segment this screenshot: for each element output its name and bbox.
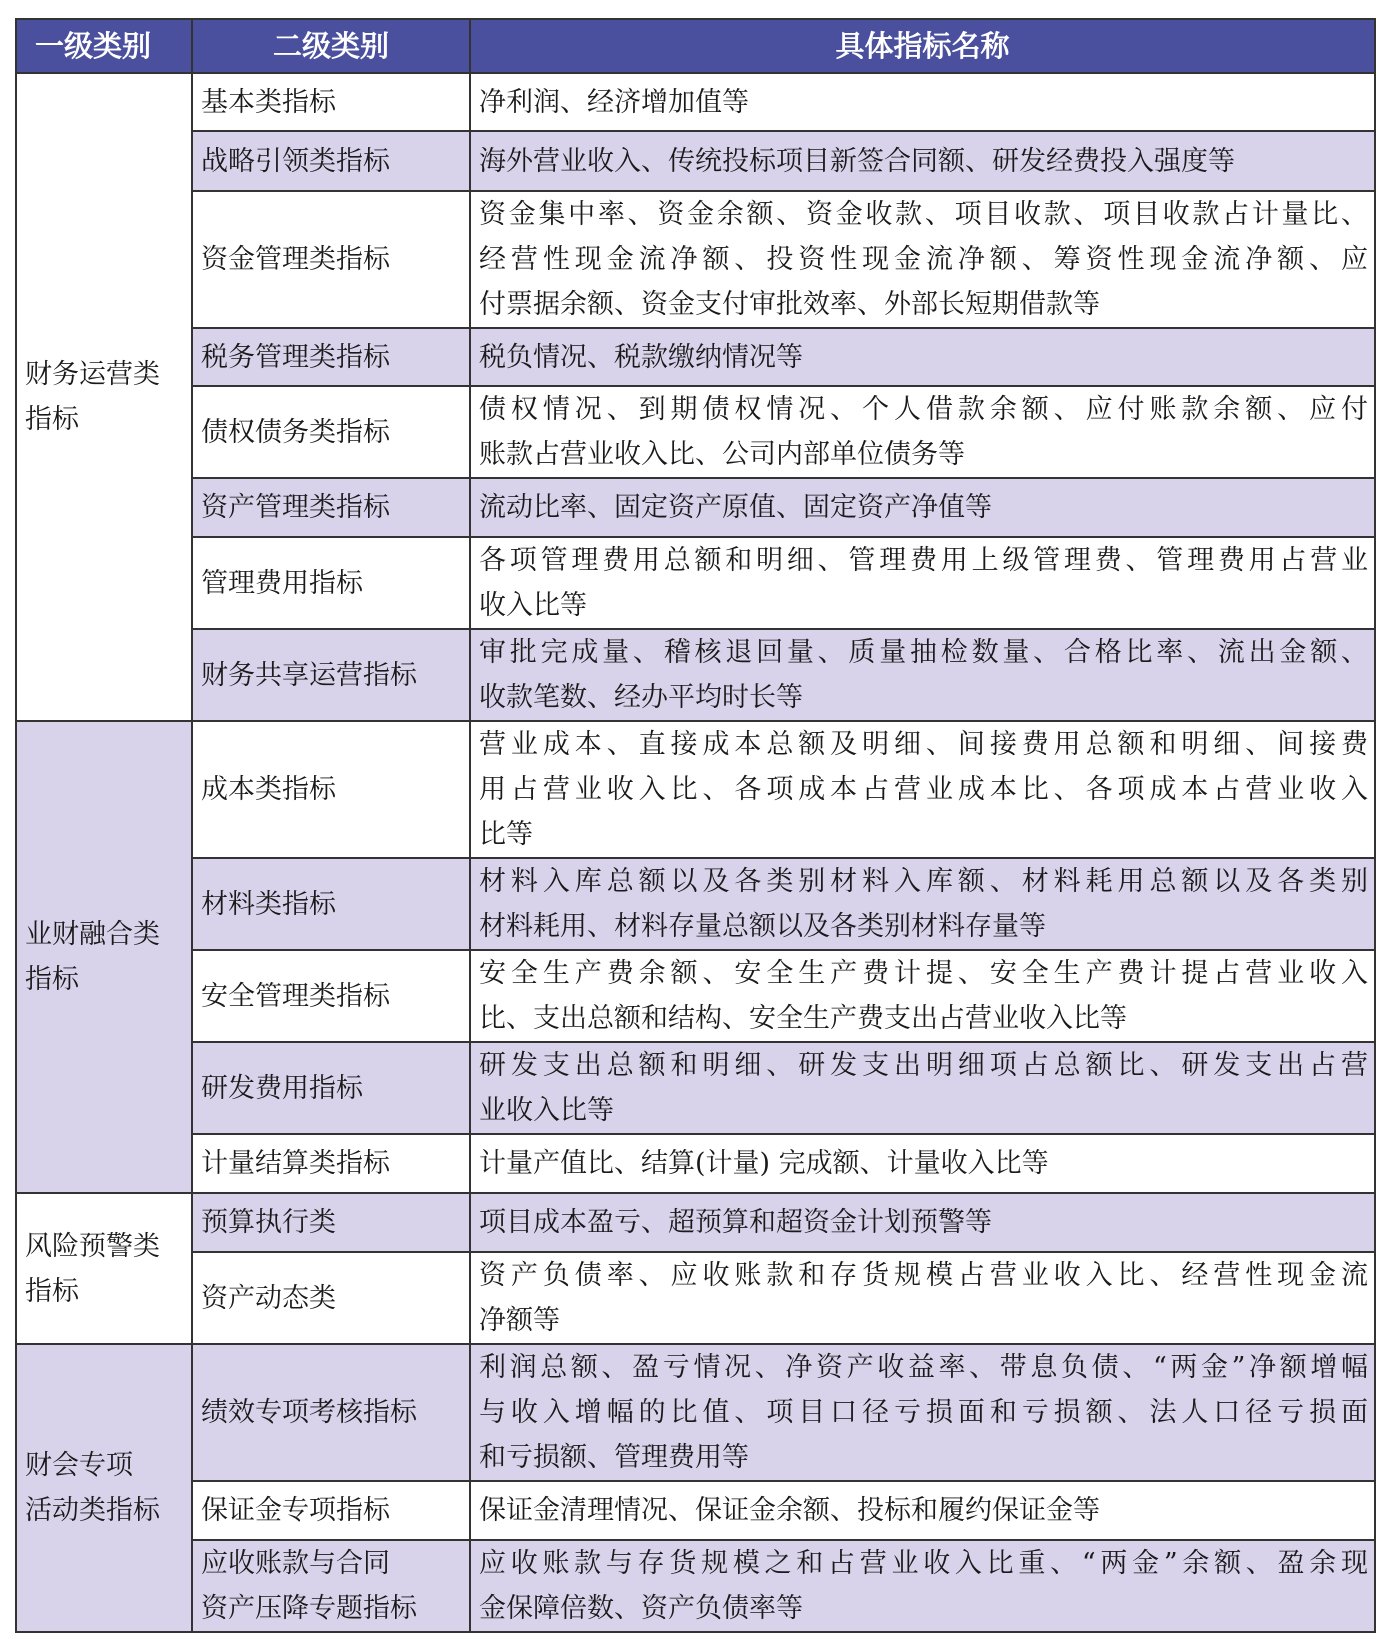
indicator-names xyxy=(470,131,1375,191)
table-row xyxy=(16,629,1375,721)
table-row xyxy=(16,191,1375,328)
level2-category-line: 管理费用指标 xyxy=(201,567,363,599)
indicator-names-line: 计量产值比、结算(计量) 完成额、计量收入比等 xyxy=(479,1148,1049,1179)
indicator-names xyxy=(470,328,1375,386)
level2-category-line: 成本类指标 xyxy=(201,774,336,805)
level1-category-line: 财会专项 xyxy=(25,1450,133,1481)
level2-category xyxy=(192,73,470,131)
level2-category xyxy=(192,1344,470,1481)
level2-category xyxy=(192,858,470,950)
indicator-names xyxy=(470,478,1375,537)
indicator-names-line: 收入比等 xyxy=(479,590,587,621)
level2-category-line: 安全管理类指标 xyxy=(201,980,390,1012)
indicator-names-line: 审批完成量、稽核退回量、质量抽检数量、合格比率、流出金额、 xyxy=(479,637,1368,668)
level2-category xyxy=(192,328,470,386)
level1-category xyxy=(16,1193,192,1344)
table-row xyxy=(16,537,1375,629)
level2-category-line: 财务共享运营指标 xyxy=(201,659,417,691)
indicator-names-line: 应收账款与存货规模之和占营业收入比重、“两金”余额、盈余现 xyxy=(479,1548,1368,1579)
indicator-names-line: 账款占营业收入比、公司内部单位债务等 xyxy=(479,439,965,470)
indicator-names xyxy=(470,191,1375,328)
header-level1: 一级类别 xyxy=(16,19,192,73)
level1-category xyxy=(16,1344,192,1632)
indicator-names-line: 经营性现金流净额、投资性现金流净额、筹资性现金流净额、应 xyxy=(479,244,1368,275)
indicator-names-line: 材料入库总额以及各类别材料入库额、材料耗用总额以及各类别 xyxy=(479,866,1368,897)
level2-category xyxy=(192,1540,470,1632)
indicator-names xyxy=(470,386,1375,478)
indicator-names-line: 与收入增幅的比值、项目口径亏损面和亏损额、法人口径亏损面 xyxy=(479,1397,1368,1428)
level2-category-line: 资金管理类指标 xyxy=(201,244,390,275)
indicator-names xyxy=(470,537,1375,629)
level2-category xyxy=(192,1252,470,1344)
indicator-names-line: 付票据余额、资金支付审批效率、外部长短期借款等 xyxy=(479,289,1100,320)
indicator-names-line: 比等 xyxy=(479,819,533,850)
indicator-names xyxy=(470,721,1375,858)
level2-category-line: 资产动态类 xyxy=(201,1282,336,1314)
level1-category xyxy=(16,73,192,721)
table-row xyxy=(16,328,1375,386)
indicator-names-line: 利润总额、盈亏情况、净资产收益率、带息负债、“两金”净额增幅 xyxy=(479,1352,1368,1383)
indicator-names xyxy=(470,858,1375,950)
indicator-names-line: 研发支出总额和明细、研发支出明细项占总额比、研发支出占营 xyxy=(479,1050,1368,1081)
indicator-names-line: 收款笔数、经办平均时长等 xyxy=(479,682,803,713)
indicator-names-line: 用占营业收入比、各项成本占营业成本比、各项成本占营业收入 xyxy=(479,774,1368,805)
level2-category-line: 税务管理类指标 xyxy=(201,341,390,373)
level1-category-line: 业财融合类 xyxy=(25,919,160,950)
header-level2: 二级类别 xyxy=(192,19,470,73)
table-row xyxy=(16,386,1375,478)
table-row xyxy=(16,858,1375,950)
table-row xyxy=(16,950,1375,1042)
indicator-names-line: 海外营业收入、传统投标项目新签合同额、研发经费投入强度等 xyxy=(479,145,1235,177)
level1-category-line: 活动类指标 xyxy=(25,1495,160,1526)
indicator-names xyxy=(470,1252,1375,1344)
indicator-names-line: 税负情况、税款缴纳情况等 xyxy=(479,341,803,373)
level1-category-line: 指标 xyxy=(25,1275,79,1307)
level2-category xyxy=(192,629,470,721)
level2-category-line: 材料类指标 xyxy=(201,888,336,920)
indicator-names-line: 营业成本、直接成本总额及明细、间接费用总额和明细、间接费 xyxy=(479,729,1368,760)
table-row xyxy=(16,1540,1375,1632)
level2-category xyxy=(192,537,470,629)
indicator-table xyxy=(15,18,1376,1633)
indicator-names xyxy=(470,950,1375,1042)
level2-category-line: 战略引领类指标 xyxy=(201,145,390,177)
indicator-names-line: 项目成本盈亏、超预算和超资金计划预警等 xyxy=(479,1207,992,1238)
indicator-names xyxy=(470,1344,1375,1481)
indicator-names-line: 材料耗用、材料存量总额以及各类别材料存量等 xyxy=(479,911,1046,942)
indicator-names-line: 比、支出总额和结构、安全生产费支出占营业收入比等 xyxy=(479,1003,1127,1034)
table-row xyxy=(16,131,1375,191)
indicator-names-line: 业收入比等 xyxy=(479,1095,614,1126)
level2-category xyxy=(192,1042,470,1134)
level2-category-line: 资产压降专题指标 xyxy=(201,1593,417,1624)
table-row xyxy=(16,73,1375,131)
level2-category xyxy=(192,478,470,537)
level2-category xyxy=(192,1193,470,1252)
indicator-names-line: 净利润、经济增加值等 xyxy=(479,86,749,118)
level2-category xyxy=(192,386,470,478)
header-indicator-names: 具体指标名称 xyxy=(470,19,1375,73)
indicator-names-line: 各项管理费用总额和明细、管理费用上级管理费、管理费用占营业 xyxy=(479,545,1368,576)
indicator-names-line: 资金集中率、资金余额、资金收款、项目收款、项目收款占计量比、 xyxy=(479,199,1368,230)
indicator-names xyxy=(470,1540,1375,1632)
level2-category xyxy=(192,131,470,191)
indicator-names-line: 流动比率、固定资产原值、固定资产净值等 xyxy=(479,492,992,523)
level2-category xyxy=(192,1134,470,1193)
table-row xyxy=(16,1481,1375,1540)
indicator-names-line: 债权情况、到期债权情况、个人借款余额、应付账款余额、应付 xyxy=(479,394,1368,425)
indicator-names-line: 和亏损额、管理费用等 xyxy=(479,1442,749,1473)
table-row xyxy=(16,721,1375,858)
table-row xyxy=(16,1344,1375,1481)
indicator-names-line: 保证金清理情况、保证金余额、投标和履约保证金等 xyxy=(479,1495,1100,1526)
level1-category-line: 指标 xyxy=(25,404,79,435)
table-row xyxy=(16,1134,1375,1193)
level1-category xyxy=(16,721,192,1193)
level2-category-line: 研发费用指标 xyxy=(201,1072,363,1104)
level2-category-line: 计量结算类指标 xyxy=(201,1148,390,1179)
level2-category-line: 绩效专项考核指标 xyxy=(201,1397,417,1428)
indicator-names xyxy=(470,1042,1375,1134)
level2-category-line: 保证金专项指标 xyxy=(201,1495,390,1526)
level2-category-line: 预算执行类 xyxy=(201,1207,336,1238)
indicator-names-line: 资产负债率、应收账款和存货规模占营业收入比、经营性现金流 xyxy=(479,1260,1368,1291)
indicator-names xyxy=(470,629,1375,721)
indicator-names xyxy=(470,1481,1375,1540)
indicator-names-line: 安全生产费余额、安全生产费计提、安全生产费计提占营业收入 xyxy=(479,958,1368,989)
indicator-names xyxy=(470,1193,1375,1252)
level2-category-line: 债权债务类指标 xyxy=(201,416,390,448)
indicator-names xyxy=(470,73,1375,131)
table-row xyxy=(16,478,1375,537)
level1-category-line: 指标 xyxy=(25,964,79,995)
level1-category-line: 风险预警类 xyxy=(25,1230,160,1262)
table-row xyxy=(16,1252,1375,1344)
table-row xyxy=(16,1042,1375,1134)
table-row xyxy=(16,1193,1375,1252)
level2-category xyxy=(192,721,470,858)
header-row xyxy=(16,19,1375,73)
indicator-names-line: 金保障倍数、资产负债率等 xyxy=(479,1593,803,1624)
level2-category xyxy=(192,1481,470,1540)
indicator-names-line: 净额等 xyxy=(479,1305,560,1336)
level1-category-line: 财务运营类 xyxy=(25,359,160,390)
indicator-names xyxy=(470,1134,1375,1193)
level2-category xyxy=(192,950,470,1042)
level2-category xyxy=(192,191,470,328)
level2-category-line: 应收账款与合同 xyxy=(201,1548,390,1579)
level2-category-line: 资产管理类指标 xyxy=(201,492,390,523)
level2-category-line: 基本类指标 xyxy=(201,86,336,118)
